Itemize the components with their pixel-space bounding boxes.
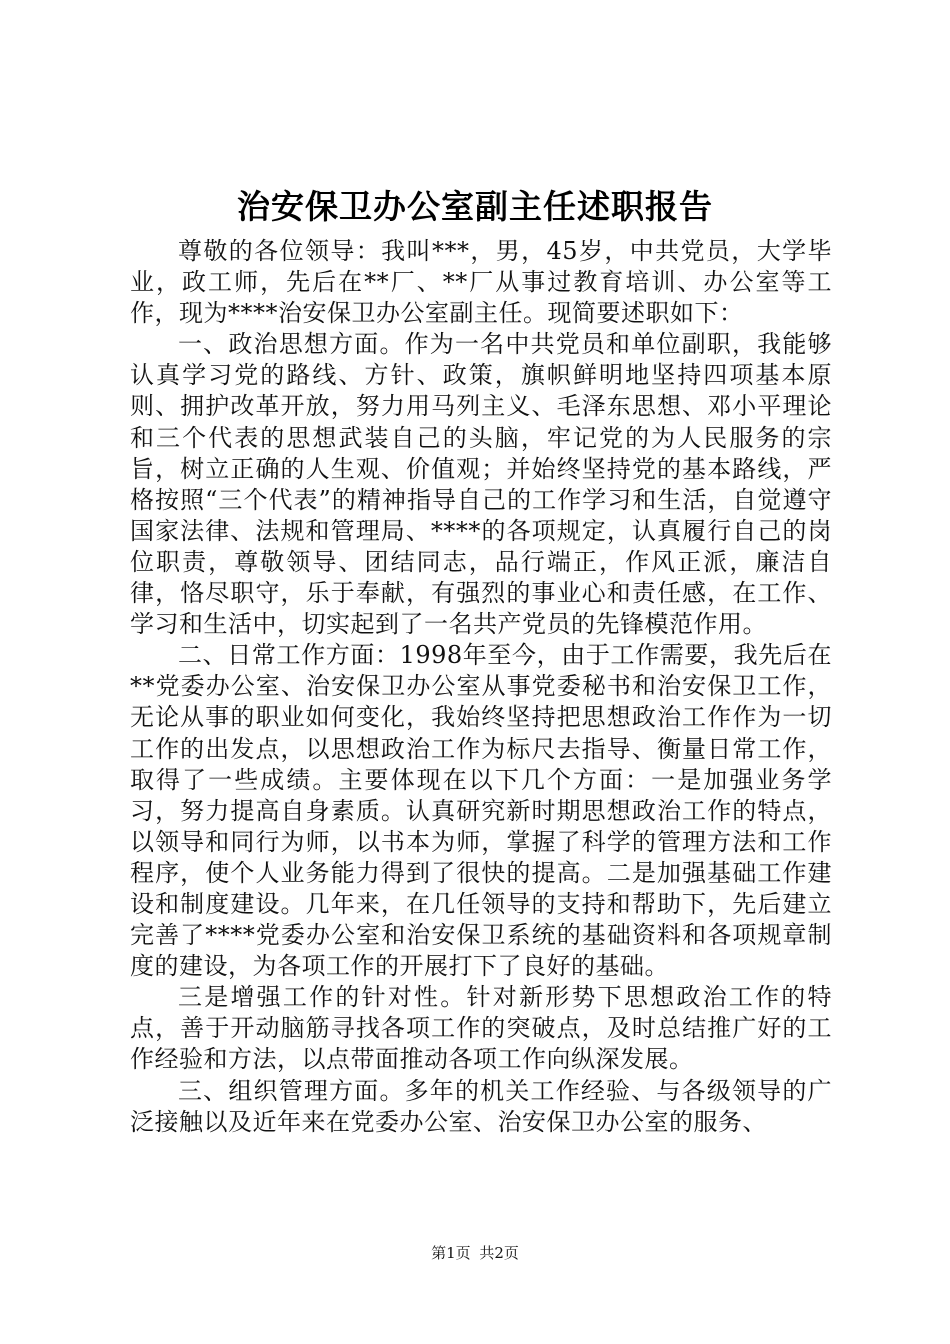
paragraph-greeting: 尊敬的各位领导：我叫***，男，45岁，中共党员，大学毕业，政工师，先后在**厂、**厂从事过教育培训、办公室等工作，现为****治安保卫办公室副主任。现简要述职如下： [130, 237, 832, 328]
paragraph-political-thought: 一、政治思想方面。作为一名中共党员和单位副职，我能够认真学习党的路线、方针、政策，旗帜鲜明地坚持四项基本原则、拥护改革开放，努力用马列主义、毛泽东思想、邓小平理论和三个代表的思想武装自己的头脑，牢记党的为人民服务的宗旨，树立正确的人生观、价值观；并始终坚持党的基本路线，严格按照“三个代表”的精神指导自己的工作学习和生活，自觉遵守国家法律、法规和管理局、****的各项规定，认真履行自己的岗位职责，尊敬领导、团结同志，品行端正，作风正派，廉洁自律，恪尽职守，乐于奉献，有强烈的事业心和责任感，在工作、学习和生活中，切实起到了一名共产党员的先锋模范作用。 [130, 330, 832, 639]
paragraph-organization-management: 三、组织管理方面。多年的机关工作经验、与各级领导的广泛接触以及近年来在党委办公室、治安保卫办公室的服务、 [130, 1076, 832, 1136]
paragraph-work-focus: 三是增强工作的针对性。针对新形势下思想政治工作的特点，善于开动脑筋寻找各项工作的突破点，及时总结推广好的工作经验和方法，以点带面推动各项工作向纵深发展。 [130, 983, 832, 1074]
document-body [130, 236, 832, 1138]
paragraph-daily-work: 二、日常工作方面：1998年至今，由于工作需要，我先后在**党委办公室、治安保卫办公室从事党委秘书和治安保卫工作，无论从事的职业如何变化，我始终坚持把思想政治工作作为一切工作的出发点，以思想政治工作为标尺去指导、衡量日常工作，取得了一些成绩。主要体现在以下几个方面：一是加强业务学习，努力提高自身素质。认真研究新时期思想政治工作的特点，以领导和同行为师，以书本为师，掌握了科学的管理方法和工作程序，使个人业务能力得到了很快的提高。二是加强基础工作建设和制度建设。几年来，在几任领导的支持和帮助下，先后建立完善了****党委办公室和治安保卫系统的基础资料和各项规章制度的建设，为各项工作的开展打下了良好的基础。 [130, 641, 832, 981]
page-number-footer: 第1页 共2页 [431, 1244, 519, 1262]
document-title: 治安保卫办公室副主任述职报告 [237, 187, 713, 226]
